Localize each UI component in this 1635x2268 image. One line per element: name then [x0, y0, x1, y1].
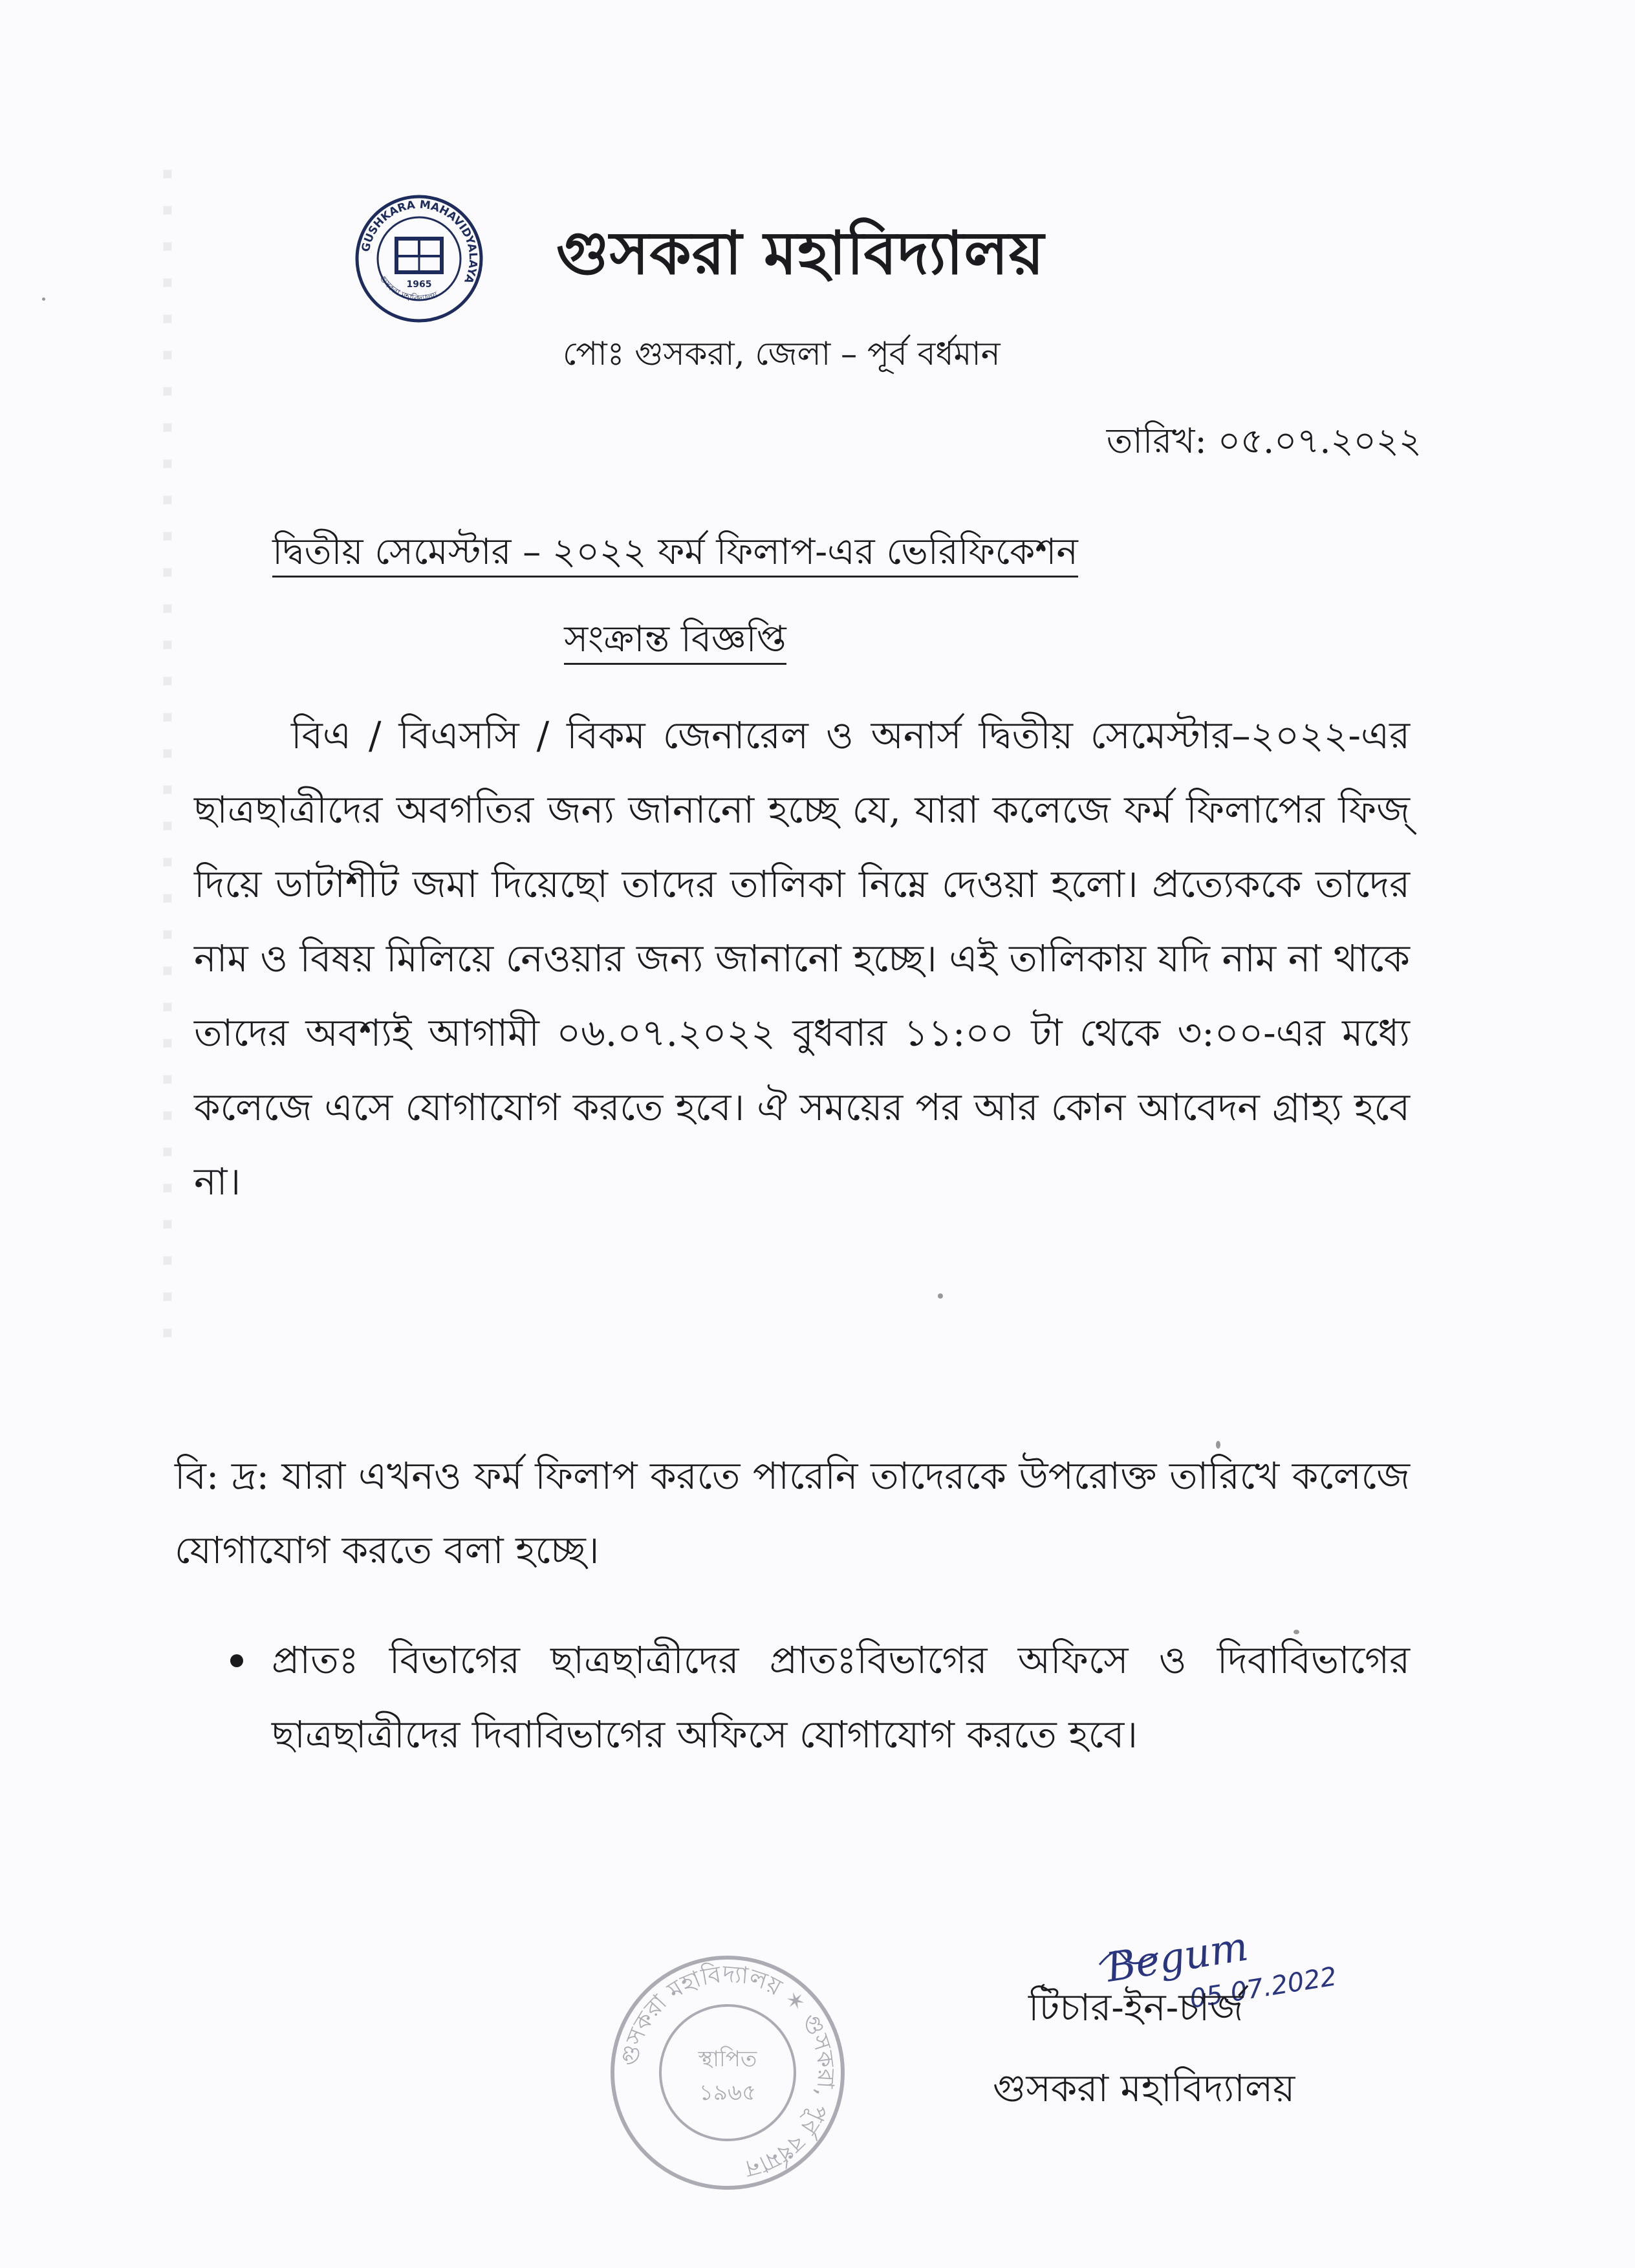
notice-date: তারিখ: ০৫.০৭.২০২২ — [1106, 420, 1422, 461]
notice-subject-line-1-text: দ্বিতীয় সেমেস্টার – ২০২২ ফর্ম ফিলাপ-এর ভেরিফিকেশন — [272, 531, 1078, 578]
notice-footnote: বি: দ্র: যারা এখনও ফর্ম ফিলাপ করতে পারেনি তাদেরকে উপরোক্ত তারিখে কলেজে যোগাযোগ করতে বলা হচ্ছে। — [175, 1454, 1410, 1572]
seal-center-year: ১৯৬৫ — [698, 2080, 757, 2106]
bullet-icon — [230, 1654, 243, 1667]
college-address: পোঃ গুসকরা, জেলা – পূর্ব বর্ধমান — [563, 335, 1001, 373]
notice-subject-line-2-text: সংক্রান্ত বিজ্ঞপ্তি — [564, 618, 786, 665]
notice-subject-line-2 — [0, 611, 1493, 672]
scan-speck — [1216, 1441, 1220, 1449]
signatory-title: টিচার-ইন-চার্জ — [1028, 1985, 1244, 2029]
signature-date: 05.07.2022 — [1187, 1961, 1339, 2014]
college-logo — [354, 194, 484, 323]
logo-ring-text: GUSHKARA MAHAVIDYALAYA — [359, 198, 480, 286]
scan-speck — [938, 1293, 943, 1299]
instruction-list — [226, 1623, 1410, 1772]
college-name: গুসকরা মহাবিদ্যালয় — [556, 218, 1045, 288]
office-seal-stamp — [605, 1950, 850, 2196]
logo-lower-text: গুসকরা মহাবিদ্যালয় — [377, 274, 439, 304]
scan-speck — [42, 297, 45, 301]
list-item-text: প্রাতঃ বিভাগের ছাত্রছাত্রীদের প্রাতঃবিভাগের অফিসে ও দিবাবিভাগের ছাত্রছাত্রীদের দিবাবিভাগের অফিসে যোগাযোগ করতে হবে। — [272, 1638, 1410, 1756]
scan-speck — [1294, 1630, 1299, 1634]
notice-body: বিএ / বিএসসি / বিকম জেনারেল ও অনার্স দ্বিতীয় সেমেস্টার–২০২২-এর ছাত্রছাত্রীদের অবগতির জন্য জানানো হচ্ছে যে, যারা কলেজে ফর্ম ফিলাপের ফিজ্ দিয়ে ডাটাশীট জমা দিয়েছো তাদের তালিকা নিম্নে দেওয়া হলো। প্রত্যেককে তাদের নাম ও বিষয় মিলিয়ে নেওয়ার জন্য জানানো হচ্ছে। এই তালিকায় যদি নাম না থাকে তাদের অবশ্যই আগামী ০৬.০৭.২০২২ বুধবার ১১:০০ টা থেকে ৩:০০-এর মধ্যে কলেজে এসে যোগাযোগ করতে হবে। ঐ সময়ের পর আর কোন আবেদন গ্রাহ্য হবে না। — [194, 713, 1411, 1204]
notice-subject-line-1 — [0, 524, 1493, 585]
seal-center-label: স্থাপিত — [698, 2046, 757, 2072]
signature-name: Begum — [1103, 1922, 1251, 1992]
scan-bleed-through: ▪ ▪ ▪ ▪ ▪ ▪ ▪ ▪ ▪ ▪ ▪ ▪ ▪ ▪ ▪ ▪ ▪ ▪ ▪ ▪ ▪ ▪ ▪ ▪ ▪ ▪ ▪ ▪ ▪ ▪ ▪ ▪ ▪ — [162, 164, 173, 1342]
seal-ring-text: গুসকরা মহাবিদ্যালয় ✶ গুসকরা, পূর্ব বর্ধমান — [616, 1960, 839, 2183]
signatory-college: গুসকরা মহাবিদ্যালয় — [993, 2066, 1295, 2110]
logo-year: 1965 — [406, 279, 432, 290]
list-item — [226, 1623, 1410, 1772]
